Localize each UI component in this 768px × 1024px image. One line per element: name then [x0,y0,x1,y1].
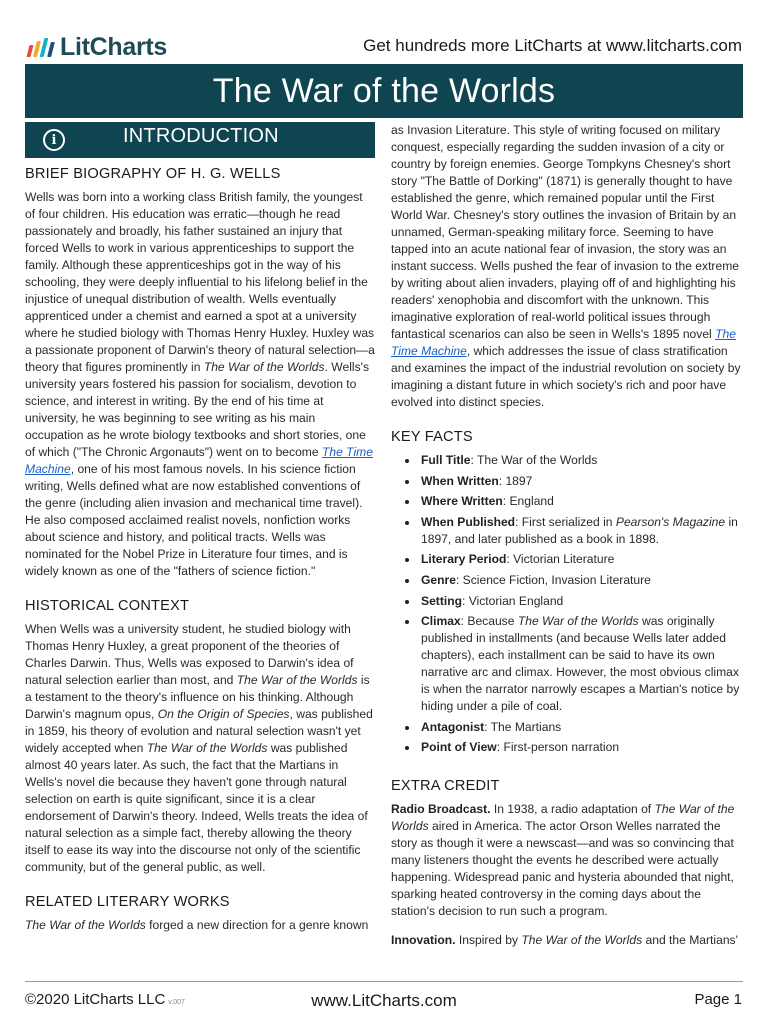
footer-site-link[interactable]: www.LitCharts.com [311,991,457,1010]
footer-copyright: ©2020 LitCharts LLC v.007 [25,991,185,1008]
promo-text: Get hundreds more LitCharts at www.litcharts.com [363,36,742,55]
fact-point-of-view: Point of View: First-person narration [391,739,741,756]
time-machine-link-2[interactable]: The Time Machine [391,327,736,358]
fact-when-written: When Written: 1897 [391,473,741,490]
page-title: The War of the Worlds [212,71,556,110]
fact-when-published: When Published: First serialized in Pearson's Magazine in 1897, and later published as a book in 1898. [391,514,741,548]
right-column [391,122,741,949]
extra-credit-innovation: Innovation. Inspired by The War of the Worlds and the Martians' [391,932,738,947]
related-works-heading: RELATED LITERARY WORKS [25,894,230,910]
fact-full-title: Full Title: The War of the Worlds [391,452,741,469]
fact-where-written: Where Written: England [391,493,741,510]
time-machine-link[interactable]: The Time Machine [25,445,373,476]
info-icon: i [43,129,65,151]
key-facts-list [391,452,741,756]
historical-context-text: When Wells was a university student, he studied biology with Thomas Henry Huxley, a great proponent of the theories of Charles Darwin. Thus, Wells was exposed to Darwin's idea of natural selection earlier than most, and The War of the Worlds is a testament to the theory's influence on his thinking. Although Darwin's magnum opus, On the Origin of Species, was published in 1859, his theory of evolution and natural selection wasn't yet widely accepted when The War of the Worlds was published almost 40 years later. As such, the fact that the Martians in Wells's novel die because they haven't gone through natural selection on earth is quite significant, since it is a clear endorsement of Darwin's theory. Indeed, Wells treats the idea of natural selection as a simple fact, thereby allowing the theory itself to ease its way into the discourse not only of the scientific community, but of the general public, as well. [25,622,373,874]
fact-genre: Genre: Science Fiction, Invasion Literature [391,572,741,589]
fact-setting: Setting: Victorian England [391,593,741,610]
fact-antagonist: Antagonist: The Martians [391,719,741,736]
key-facts-heading: KEY FACTS [391,429,473,445]
fact-climax: Climax: Because The War of the Worlds was originally published in installments (and because Wells later added chapters), each installment can be said to have its own narrative arc and climax. However, the most obvious climax is when the narrator narrowly escapes a Martian's notice by hiding under a pile of coal. [391,613,741,715]
related-works-continued: as Invasion Literature. This style of writing focused on military conquest, especially regarding the sudden invasion of a city or country by foreign enemies. George Tompkyns Chesney's short story "The Battle of Dorking" (1871) is generally thought to have established the genre, which remained popular until the First World War. Chesney's story outlines the invasion of Britain by an unnamed, German-speaking military force. Seeming to have tapped into an acute national fear of invasion, the story was an instant success. Wells pushed the fear of invasion to the extreme by writing about alien invaders, playing off of and highlighting his readers' xenophobia and discomfort with the unknown. This imaginative exploration of real-world political issues through fantastical scenarios can also be seen in Wells's 1895 novel The Time Machine, which addresses the issue of class stratification and examines the impact of the industrial revolution on society by imagining a distant future in which society's rich and poor have evolved into distinct species. [391,123,741,409]
historical-context-heading: HISTORICAL CONTEXT [25,598,190,614]
version-label: v.007 [168,999,185,1006]
extra-credit-radio: Radio Broadcast. In 1938, a radio adaptation of The War of the Worlds aired in America. The actor Orson Welles narrated the story as though it were a newscast—and was so convincing that many listeners thought the events he described were actually happening. Widespread panic and hysteria abounded that night, sparking heated controversy in the coming days about the station's decision to run such a program. [391,801,735,918]
introduction-banner [25,122,375,158]
logo-bars-icon [28,37,53,57]
fact-literary-period: Literary Period: Victorian Literature [391,551,741,568]
logo-text: LitCharts [60,32,168,61]
extra-credit-heading: EXTRA CREDIT [391,777,500,794]
left-column [25,122,375,934]
page-number: Page 1 [694,991,742,1008]
title-banner [25,64,743,118]
related-works-text: The War of the Worlds forged a new direction for a genre known [25,918,369,932]
footer-divider [25,981,743,982]
litcharts-logo[interactable] [28,32,167,62]
biography-text: Wells was born into a working class British family, the youngest of four children. His education was erratic—though he read passionately and broadly, his father sustained an injury that forced Wells to work in various apprenticeships to support the family. Although these apprenticeships got in the way of his schooling, they were deeply influential to his lifelong belief in the injustice of unequal distribution of wealth. Wells eventually apprenticed under a chemist and earned a spot at a university where he studied biology with Thomas Henry Huxley. Huxley was a passionate proponent of Darwin's theory of natural selection—a theory that figures prominently in The War of the Worlds. Wells's university years fostered his passion for socialism, devotion to science, and interest in writing. By the end of his time at university, he was beginning to see writing as his main occupation as he wrote biology textbooks and short stories, one of which ("The Chronic Argonauts") went on to become The Time Machine, one of his most famous novels. In his science fiction writing, Wells defined what are now established conventions of the genre (including alien invasion and mechanical time travel). He also composed acclaimed realist novels, nonfiction works about science and history, and political tracts. Wells was nominated for the Nobel Prize in Literature four times, and is widely known as one of the "fathers of science fiction." [25,190,375,578]
biography-heading: BRIEF BIOGRAPHY OF H. G. WELLS [25,166,281,182]
introduction-heading: INTRODUCTION [123,125,279,147]
